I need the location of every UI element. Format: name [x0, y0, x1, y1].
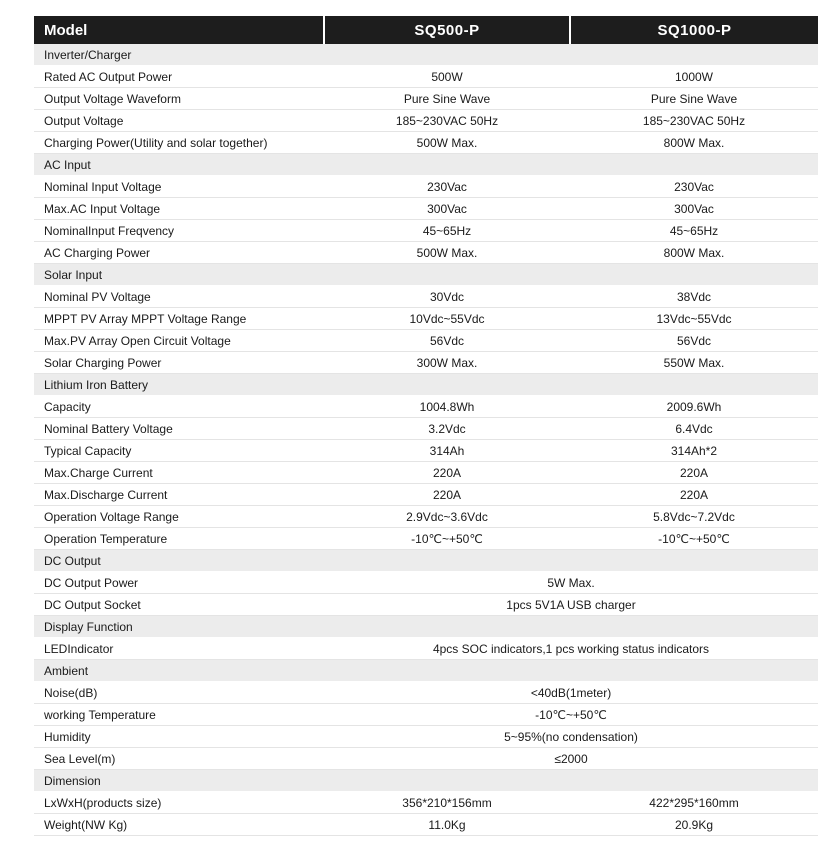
row-value-sq1000: 20.9Kg: [570, 814, 818, 836]
row-value-sq500: 30Vdc: [324, 286, 570, 308]
row-value-sq500: 10Vdc~55Vdc: [324, 308, 570, 330]
row-label: Output Voltage: [34, 110, 324, 132]
spec-table: [34, 16, 818, 836]
row-value-shared: 5~95%(no condensation): [324, 726, 818, 748]
row-label: Nominal Input Voltage: [34, 176, 324, 198]
table-row: [34, 704, 818, 726]
row-label: Operation Voltage Range: [34, 506, 324, 528]
row-value-sq500: 220A: [324, 484, 570, 506]
row-label: Sea Level(m): [34, 748, 324, 770]
section-row: [34, 154, 818, 176]
section-row: [34, 374, 818, 396]
row-value-sq1000: 38Vdc: [570, 286, 818, 308]
row-value-sq500: 1004.8Wh: [324, 396, 570, 418]
row-value-sq500: 185~230VAC 50Hz: [324, 110, 570, 132]
row-label: Max.PV Array Open Circuit Voltage: [34, 330, 324, 352]
row-value-sq500: 3.2Vdc: [324, 418, 570, 440]
header-model-sq500: SQ500-P: [324, 16, 570, 44]
row-value-sq500: 45~65Hz: [324, 220, 570, 242]
section-title: Dimension: [34, 770, 818, 792]
row-value-sq1000: 2009.6Wh: [570, 396, 818, 418]
table-row: [34, 418, 818, 440]
row-value-sq1000: 56Vdc: [570, 330, 818, 352]
row-label: Max.Discharge Current: [34, 484, 324, 506]
row-value-sq1000: 300Vac: [570, 198, 818, 220]
table-row: [34, 572, 818, 594]
row-label: Capacity: [34, 396, 324, 418]
table-row: [34, 814, 818, 836]
row-value-sq500: 314Ah: [324, 440, 570, 462]
row-label: Operation Temperature: [34, 528, 324, 550]
row-value-sq500: 356*210*156mm: [324, 792, 570, 814]
table-row: [34, 132, 818, 154]
section-title: DC Output: [34, 550, 818, 572]
row-label: Max.AC Input Voltage: [34, 198, 324, 220]
section-row: [34, 616, 818, 638]
table-row: [34, 440, 818, 462]
row-value-sq1000: 6.4Vdc: [570, 418, 818, 440]
row-label: Rated AC Output Power: [34, 66, 324, 88]
row-label: Typical Capacity: [34, 440, 324, 462]
table-row: [34, 748, 818, 770]
row-value-sq1000: 800W Max.: [570, 242, 818, 264]
table-header: [34, 16, 818, 44]
row-value-shared: 5W Max.: [324, 572, 818, 594]
table-row: [34, 484, 818, 506]
row-label: DC Output Socket: [34, 594, 324, 616]
row-value-sq500: Pure Sine Wave: [324, 88, 570, 110]
table-row: [34, 88, 818, 110]
table-row: [34, 396, 818, 418]
row-label: Charging Power(Utility and solar together): [34, 132, 324, 154]
table-body: [34, 44, 818, 836]
row-value-sq1000: 13Vdc~55Vdc: [570, 308, 818, 330]
table-row: [34, 176, 818, 198]
row-value-sq500: 300Vac: [324, 198, 570, 220]
row-label: Max.Charge Current: [34, 462, 324, 484]
row-value-sq500: 500W Max.: [324, 242, 570, 264]
row-value-sq500: 500W Max.: [324, 132, 570, 154]
row-value-sq500: 500W: [324, 66, 570, 88]
row-value-sq1000: 45~65Hz: [570, 220, 818, 242]
row-value-shared: <40dB(1meter): [324, 682, 818, 704]
row-value-sq1000: 314Ah*2: [570, 440, 818, 462]
section-row: [34, 44, 818, 66]
row-label: Nominal PV Voltage: [34, 286, 324, 308]
row-label: MPPT PV Array MPPT Voltage Range: [34, 308, 324, 330]
row-value-sq500: -10℃~+50℃: [324, 528, 570, 550]
row-value-sq500: 2.9Vdc~3.6Vdc: [324, 506, 570, 528]
row-value-sq500: 300W Max.: [324, 352, 570, 374]
row-value-shared: -10℃~+50℃: [324, 704, 818, 726]
table-row: [34, 220, 818, 242]
row-value-sq1000: 1000W: [570, 66, 818, 88]
section-title: Inverter/Charger: [34, 44, 818, 66]
header-model-label: Model: [34, 16, 324, 44]
row-value-sq500: 56Vdc: [324, 330, 570, 352]
row-label: Nominal Battery Voltage: [34, 418, 324, 440]
row-value-sq1000: -10℃~+50℃: [570, 528, 818, 550]
row-value-sq1000: 5.8Vdc~7.2Vdc: [570, 506, 818, 528]
table-row: [34, 242, 818, 264]
table-row: [34, 462, 818, 484]
table-row: [34, 110, 818, 132]
section-title: Display Function: [34, 616, 818, 638]
table-row: [34, 286, 818, 308]
row-value-sq1000: 550W Max.: [570, 352, 818, 374]
row-value-shared: 4pcs SOC indicators,1 pcs working status indicators: [324, 638, 818, 660]
row-label: Weight(NW Kg): [34, 814, 324, 836]
table-row: [34, 528, 818, 550]
row-label: Solar Charging Power: [34, 352, 324, 374]
row-value-shared: ≤2000: [324, 748, 818, 770]
table-row: [34, 198, 818, 220]
row-label: Humidity: [34, 726, 324, 748]
row-label: LxWxH(products size): [34, 792, 324, 814]
table-row: [34, 638, 818, 660]
section-title: Solar Input: [34, 264, 818, 286]
table-row: [34, 308, 818, 330]
header-model-sq1000: SQ1000-P: [570, 16, 818, 44]
row-value-shared: 1pcs 5V1A USB charger: [324, 594, 818, 616]
row-label: Noise(dB): [34, 682, 324, 704]
row-value-sq500: 220A: [324, 462, 570, 484]
row-value-sq1000: 422*295*160mm: [570, 792, 818, 814]
table-row: [34, 352, 818, 374]
table-row: [34, 66, 818, 88]
section-title: AC Input: [34, 154, 818, 176]
row-label: NominalInput Freqvency: [34, 220, 324, 242]
table-row: [34, 594, 818, 616]
section-row: [34, 660, 818, 682]
row-value-sq500: 230Vac: [324, 176, 570, 198]
row-value-sq1000: 220A: [570, 462, 818, 484]
table-row: [34, 506, 818, 528]
table-row: [34, 682, 818, 704]
section-row: [34, 550, 818, 572]
row-value-sq500: 11.0Kg: [324, 814, 570, 836]
row-value-sq1000: 800W Max.: [570, 132, 818, 154]
table-row: [34, 330, 818, 352]
table-row: [34, 792, 818, 814]
row-value-sq1000: Pure Sine Wave: [570, 88, 818, 110]
section-title: Lithium Iron Battery: [34, 374, 818, 396]
section-row: [34, 770, 818, 792]
row-label: Output Voltage Waveform: [34, 88, 324, 110]
row-value-sq1000: 230Vac: [570, 176, 818, 198]
row-label: working Temperature: [34, 704, 324, 726]
row-label: LEDIndicator: [34, 638, 324, 660]
row-value-sq1000: 220A: [570, 484, 818, 506]
row-value-sq1000: 185~230VAC 50Hz: [570, 110, 818, 132]
section-row: [34, 264, 818, 286]
table-row: [34, 726, 818, 748]
row-label: AC Charging Power: [34, 242, 324, 264]
section-title: Ambient: [34, 660, 818, 682]
row-label: DC Output Power: [34, 572, 324, 594]
